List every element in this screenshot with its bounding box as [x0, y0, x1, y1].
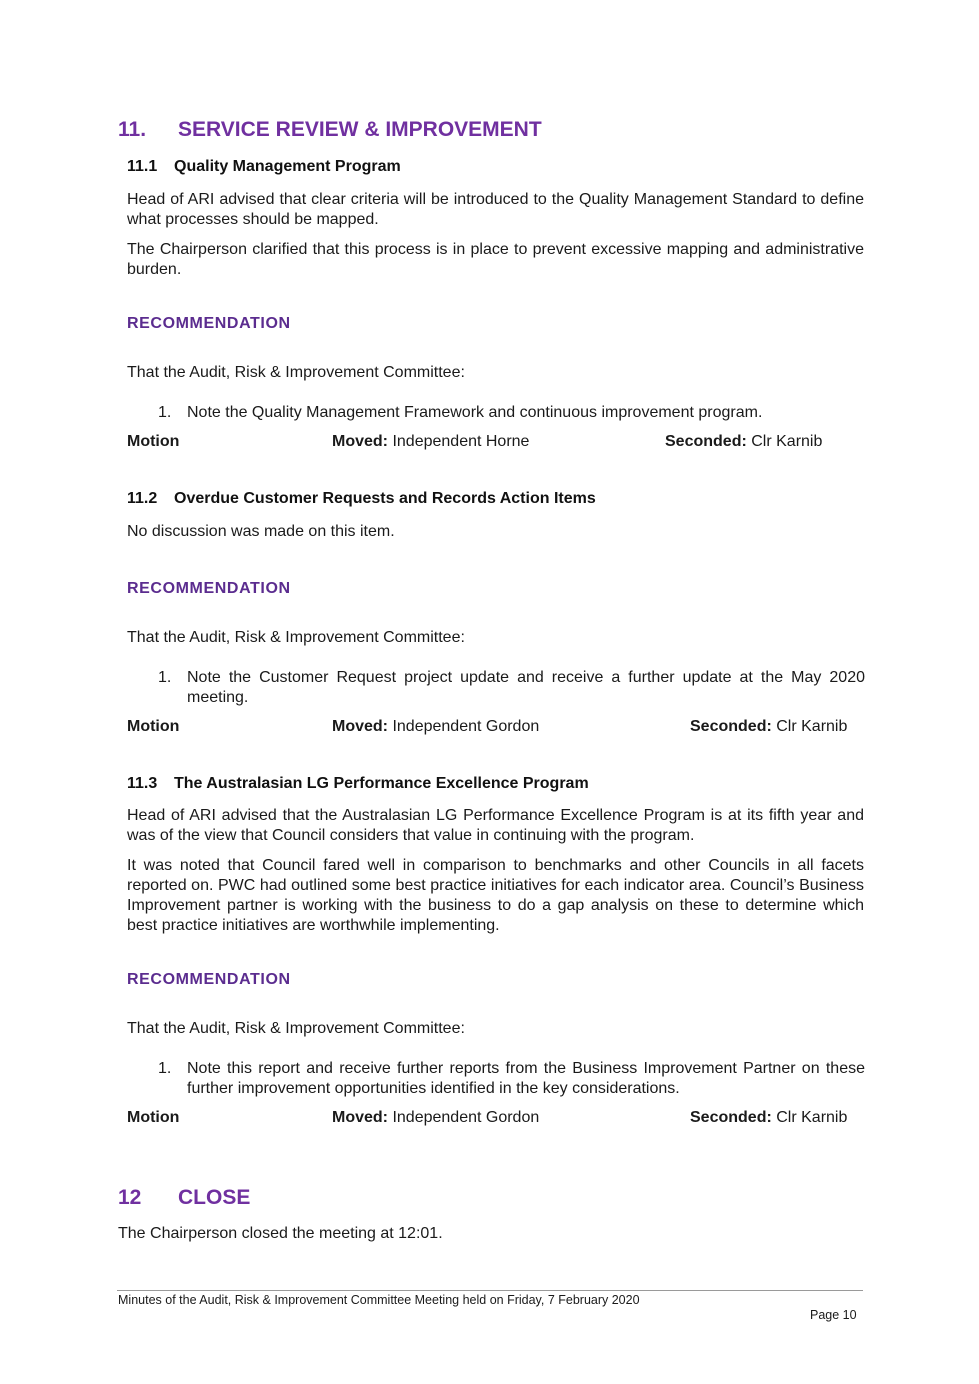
- footer-text: Minutes of the Audit, Risk & Improvement Committee Meeting held on Friday, 7 February 2020: [118, 1293, 640, 1307]
- seconded-value: Clr Karnib: [776, 1109, 848, 1126]
- item-11-3-paragraph-1: Head of ARI advised that the Australasian LG Performance Excellence Program is at its fifth year and was of the view that Council considers that value in continuing with the program.: [127, 807, 864, 844]
- item-11-1-number: 11.1: [127, 158, 158, 175]
- item-11-3-recommendation-list-item: [158, 1059, 868, 1101]
- page-number: Page 10: [810, 1308, 857, 1322]
- section-12-number: 12: [118, 1186, 142, 1209]
- moved-value: Independent Horne: [392, 433, 530, 450]
- seconded-label: Seconded:: [665, 433, 747, 450]
- list-item-text: Note this report and receive further reports from the Business Improvement Partner on these further improvement opportunities identified in the key considerations.: [187, 1060, 865, 1097]
- moved-value: Independent Gordon: [392, 1109, 540, 1126]
- moved-field: [332, 1109, 539, 1127]
- list-item-number: 1.: [158, 404, 172, 421]
- item-11-1-title: Quality Management Program: [174, 158, 401, 175]
- motion-label: Motion: [127, 1109, 180, 1126]
- item-11-3-heading: [127, 775, 727, 795]
- seconded-field: [665, 433, 822, 451]
- section-11-title: SERVICE REVIEW & IMPROVEMENT: [178, 118, 542, 141]
- item-11-1-recommendation-list-item: [158, 403, 868, 425]
- moved-label: Moved:: [332, 718, 388, 735]
- item-11-3-paragraph-2: It was noted that Council fared well in comparison to benchmarks and other Councils in all facets reported on. PWC had outlined some best practice initiatives for each indicator area. Council’s Business Improvement partner is working with the business to do a gap analysis on these to determine which best practice initiatives are worthwhile implementing.: [127, 857, 864, 934]
- item-11-2-recommendation-list-item: [158, 668, 868, 710]
- item-11-1-recommendation-heading: RECOMMENDATION: [127, 315, 291, 332]
- item-11-2-recommendation-intro: That the Audit, Risk & Improvement Committee:: [127, 629, 465, 646]
- section-11-heading: [118, 118, 718, 144]
- item-11-2-heading: [127, 490, 727, 510]
- item-11-2-motion-row: [127, 718, 867, 738]
- moved-field: [332, 718, 539, 736]
- motion-label: Motion: [127, 433, 180, 450]
- item-11-1-recommendation-intro: That the Audit, Risk & Improvement Committee:: [127, 364, 465, 381]
- item-11-1-paragraph-2: The Chairperson clarified that this process is in place to prevent excessive mapping and administrative burden.: [127, 241, 864, 278]
- item-11-1-paragraph-1: Head of ARI advised that clear criteria will be introduced to the Quality Management Standard to define what processes should be mapped.: [127, 191, 864, 228]
- item-11-3-number: 11.3: [127, 775, 158, 792]
- item-11-2-title: Overdue Customer Requests and Records Action Items: [174, 490, 596, 507]
- item-11-2-paragraph-1: No discussion was made on this item.: [127, 523, 395, 540]
- seconded-field: [690, 718, 847, 736]
- seconded-label: Seconded:: [690, 718, 772, 735]
- seconded-field: [690, 1109, 847, 1127]
- seconded-label: Seconded:: [690, 1109, 772, 1126]
- seconded-value: Clr Karnib: [751, 433, 823, 450]
- moved-value: Independent Gordon: [392, 718, 540, 735]
- item-11-1-heading: [127, 158, 727, 178]
- item-11-3-recommendation-heading: RECOMMENDATION: [127, 971, 291, 988]
- list-item-number: 1.: [158, 669, 172, 686]
- list-item-text: Note the Customer Request project update and receive a further update at the May 2020 meeting.: [187, 669, 865, 706]
- footer-divider: [117, 1290, 863, 1291]
- section-12-title: CLOSE: [178, 1186, 251, 1209]
- section-11-number: 11.: [118, 118, 147, 141]
- item-11-3-motion-row: [127, 1109, 867, 1129]
- moved-label: Moved:: [332, 1109, 388, 1126]
- item-11-2-number: 11.2: [127, 490, 158, 507]
- moved-field: [332, 433, 529, 451]
- moved-label: Moved:: [332, 433, 388, 450]
- motion-label: Motion: [127, 718, 180, 735]
- item-11-3-recommendation-intro: That the Audit, Risk & Improvement Committee:: [127, 1020, 465, 1037]
- item-11-1-motion-row: [127, 433, 867, 453]
- list-item-number: 1.: [158, 1060, 172, 1077]
- seconded-value: Clr Karnib: [776, 718, 848, 735]
- section-12-heading: [118, 1186, 718, 1212]
- list-item-text: Note the Quality Management Framework and continuous improvement program.: [187, 404, 763, 421]
- item-11-3-title: The Australasian LG Performance Excellence Program: [174, 775, 589, 792]
- item-11-2-recommendation-heading: RECOMMENDATION: [127, 580, 291, 597]
- section-12-text: The Chairperson closed the meeting at 12:01.: [118, 1225, 443, 1242]
